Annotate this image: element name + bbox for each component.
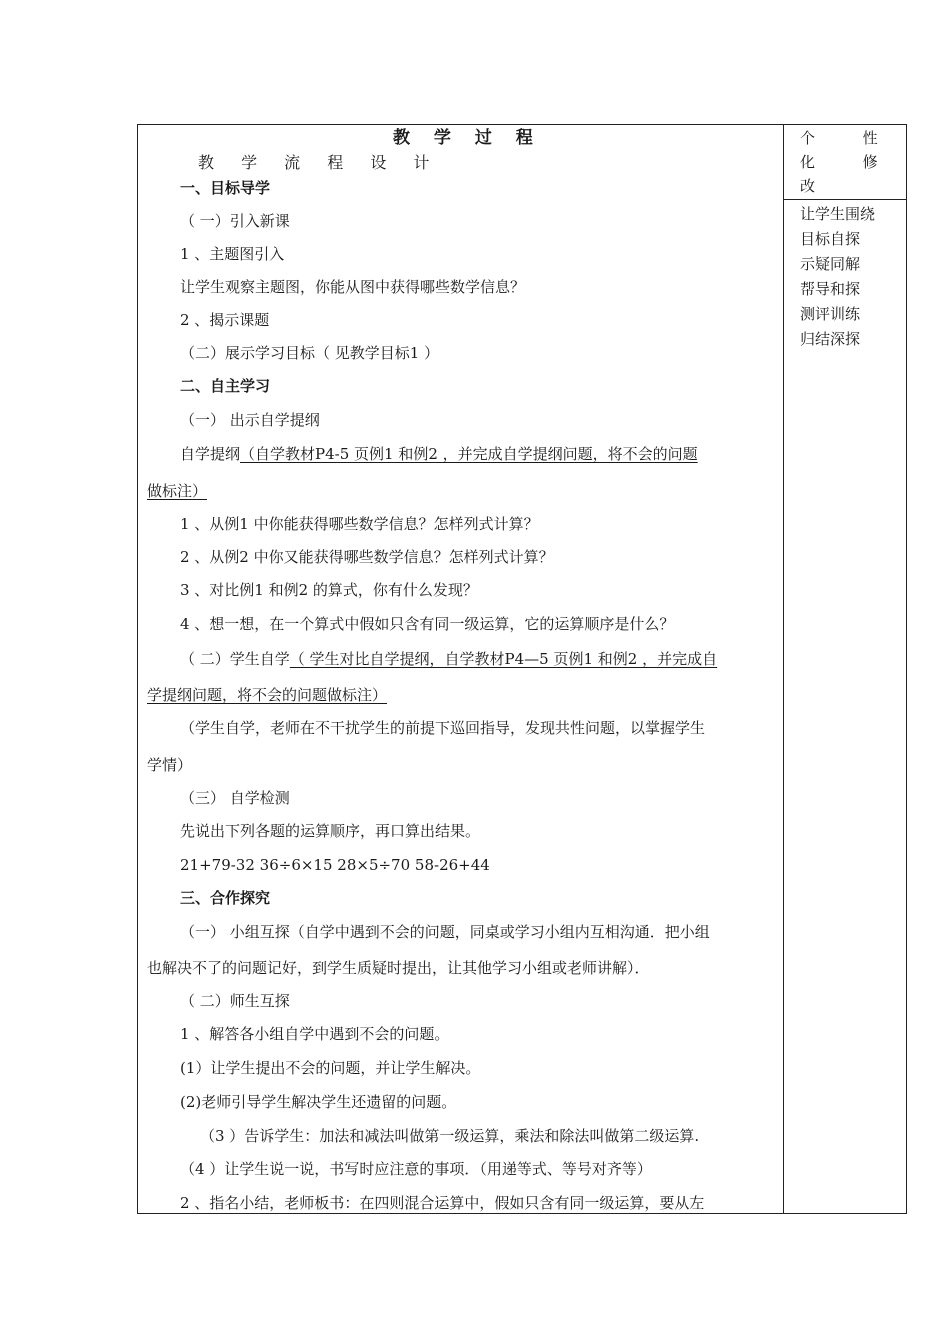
content-line: 让学生观察主题图，你能从图中获得哪些数学信息？ xyxy=(180,278,526,296)
content-line: 2 、揭示课题 xyxy=(180,311,270,329)
table-subtitle: 教 学 流 程 设 计 xyxy=(198,153,441,172)
side-header-divider xyxy=(783,199,907,200)
line-label: 自学提纲 xyxy=(180,445,241,463)
content-line xyxy=(180,649,717,669)
section-heading: 一、目标导学 xyxy=(180,179,271,197)
side-note: 示疑同解 xyxy=(800,255,861,273)
content-line: （三） 自学检测 xyxy=(180,789,290,807)
side-note: 测评训练 xyxy=(800,305,861,323)
line-label: （ 二）学生自学 xyxy=(180,650,290,668)
content-line: （二）展示学习目标（ 见教学目标1 ） xyxy=(180,344,440,362)
content-line: 2 、从例2 中你又能获得哪些数学信息？怎样列式计算？ xyxy=(180,548,554,566)
section-heading: 三、合作探究 xyxy=(180,889,271,907)
content-line: （一） 小组互探（自学中遇到不会的问题，同桌或学习小组内互相沟通．把小组 xyxy=(180,923,710,941)
underlined-text: （ 学生对比自学提纲，自学教材P4—5 页例1 和例2 ，并完成自 xyxy=(289,650,718,668)
content-line: （学生自学，老师在不干扰学生的前提下巡回指导，发现共性问题，以掌握学生 xyxy=(180,719,706,737)
content-line: 1 、从例1 中你能获得哪些数学信息？怎样列式计算？ xyxy=(180,515,539,533)
content-line: 学情） xyxy=(147,756,193,774)
content-line: 先说出下列各题的运算顺序，再口算出结果。 xyxy=(180,822,481,840)
content-line: （ 一）引入新课 xyxy=(180,212,290,230)
math-expressions: 21+79-32 36÷6×15 28×5÷70 58-26+44 xyxy=(180,856,490,874)
underlined-text: （自学教材P4-5 页例1 和例2 ，并完成自学提纲问题，将不会的问题 xyxy=(240,445,698,463)
content-line: 1 、解答各小组自学中遇到不会的问题。 xyxy=(180,1025,450,1043)
content-line: （4 ）让学生说一说，书写时应注意的事项．（用递等式、等号对齐等） xyxy=(180,1160,652,1178)
side-header-line2: 化 修 xyxy=(800,153,878,171)
side-note: 让学生围绕 xyxy=(800,205,876,223)
side-note: 归结深探 xyxy=(800,330,861,348)
content-line: （一） 出示自学提纲 xyxy=(180,411,320,429)
content-line: （3 ）告诉学生：加法和减法叫做第一级运算，乘法和除法叫做第二级运算. xyxy=(200,1127,700,1145)
content-line: 3 、对比例1 和例2 的算式，你有什么发现？ xyxy=(180,581,478,599)
content-line: (2)老师引导学生解决学生还遗留的问题。 xyxy=(180,1093,457,1111)
table-title: 教 学 过 程 xyxy=(393,128,542,148)
column-divider xyxy=(783,124,784,1214)
underlined-text: 做标注） xyxy=(147,482,208,500)
content-line: 1 、主题图引入 xyxy=(180,245,285,263)
content-line: 4 、想一想，在一个算式中假如只含有同一级运算，它的运算顺序是什么？ xyxy=(180,615,675,633)
section-heading: 二、自主学习 xyxy=(180,377,271,395)
content-line: (1）让学生提出不会的问题，并让学生解决。 xyxy=(180,1059,481,1077)
content-line: （ 二）师生互探 xyxy=(180,992,290,1010)
content-line: 2 、指名小结，老师板书：在四则混合运算中，假如只含有同一级运算，要从左 xyxy=(180,1194,705,1212)
content-line: 也解决不了的问题记好，到学生质疑时提出，让其他学习小组或老师讲解）． xyxy=(147,959,650,977)
side-header-line3: 改 xyxy=(800,177,816,195)
side-note: 帮导和探 xyxy=(800,280,861,298)
side-header-line1: 个 性 xyxy=(800,129,878,147)
side-note: 目标自探 xyxy=(800,230,861,248)
content-line xyxy=(180,444,698,464)
underlined-text: 学提纲问题，将不会的问题做标注） xyxy=(147,686,388,704)
